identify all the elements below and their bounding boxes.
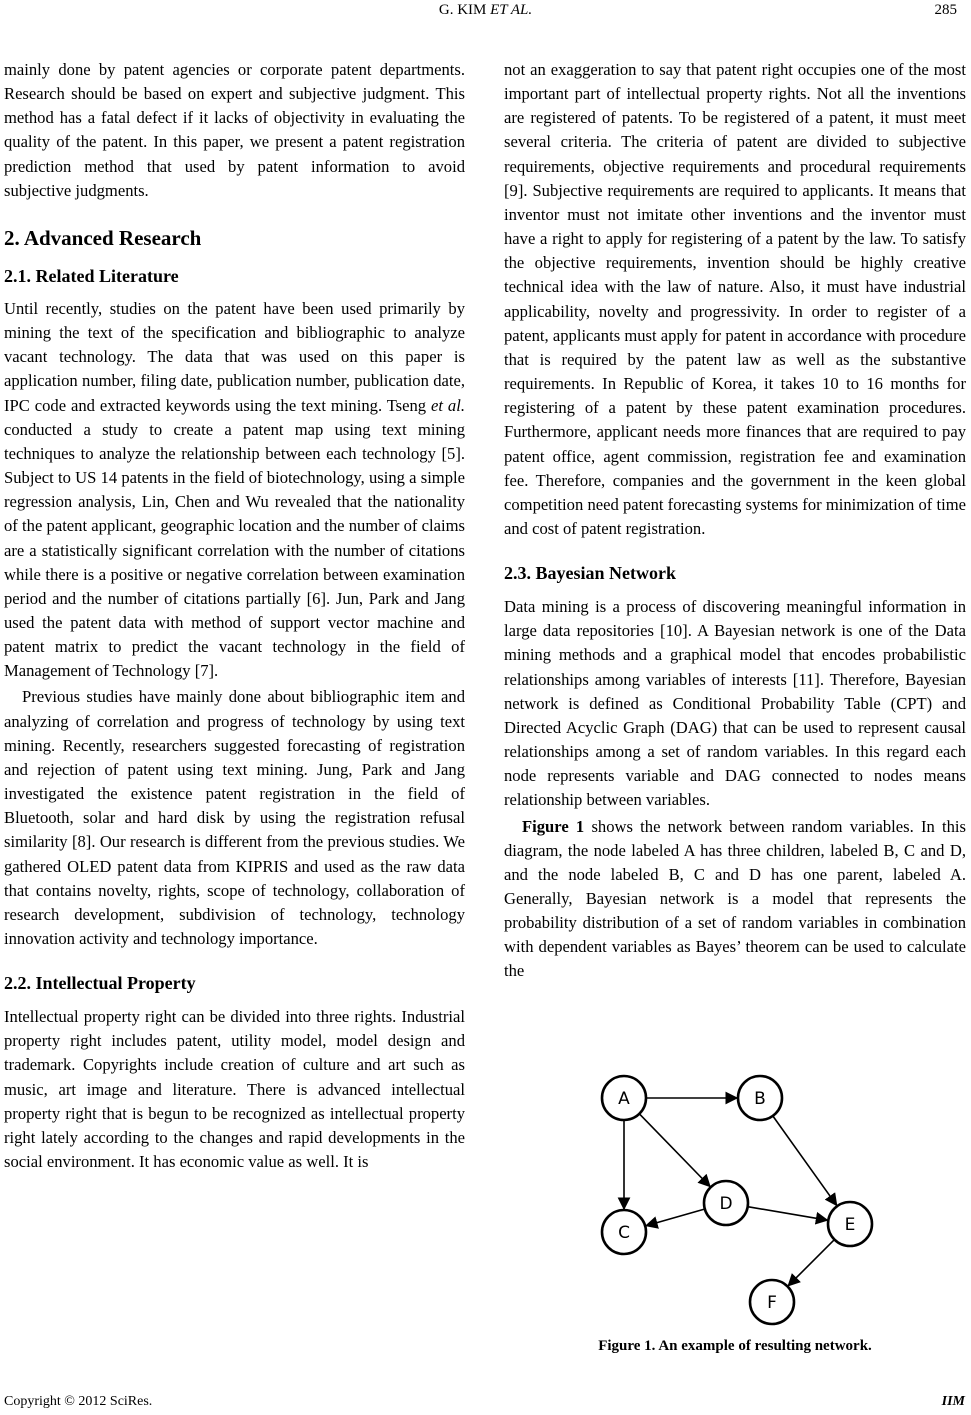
node-f	[750, 1280, 794, 1324]
p21a-etal: et al.	[431, 395, 465, 415]
p21a-text-after: conducted a study to create a patent map using text mining techniques to analyze the relationship between each technology [5]. Subject to US 14 patents in the field of biotechnology, using a simple regression analysis, Lin, Chen and Wu revealed that the nationality of the patent applicant, geographic location and the number of claims are a statistically significant correlation with the number of citations while there is a positive or negative correlation between examination period and the number of citations partially [6]. Jun, Park and Jang used the patent data with method of support vector machine and patent matrix to predict the vacant technology in the field of Management of Technology [7].	[4, 419, 465, 681]
subsection-2-1-title: 2.1. Related Literature	[4, 265, 179, 286]
edge-b-e	[773, 1116, 837, 1205]
left-column	[4, 58, 465, 1174]
paragraph-2-2: Intellectual property right can be divided into three rights. Industrial property right includes patent, utility model, model design and trademark. Copyrights include creation of culture and art such as music, art image and literature. There is advanced intellectual property right that is begun to be recognized as intellectual property right lately according to the changes and rapid developments in the social environment. It has economic value as well. It is	[4, 1007, 465, 1172]
figure-1-reference: Figure 1	[522, 816, 585, 836]
node-label: E	[844, 1215, 856, 1235]
node-a	[602, 1076, 646, 1120]
node-label: F	[767, 1293, 777, 1313]
node-d	[704, 1181, 748, 1225]
node-label: A	[618, 1089, 630, 1109]
paragraph-2-3-a: Data mining is a process of discovering meaningful information in large data repositories [10]. A Bayesian network is one of the Data mining methods and a graphical model that encodes probabilistic relationships among variables of interests [11]. Therefore, Bayesian network is defined as Conditional Probability Table (CPT) and Directed Acyclic Graph (DAG) that can be used to represent causal relationships among a set of random variables. In this regard each node represents variable and DAG connected to nodes means relationship between variables.	[504, 597, 966, 810]
page-number: 285	[934, 2, 957, 18]
node-c	[602, 1210, 646, 1254]
p23b-text: shows the network between random variables. In this diagram, the node labeled A has three children, labeled B, C and D, and the node labeled B, C and D has one parent, labeled A. Generally, Bayesian network is a model that represents the probability distribution of a set of random variables in combination with dependent variables as Bayes’ theorem can be used to calculate the	[504, 816, 966, 981]
edge-d-e	[748, 1207, 828, 1220]
node-label: D	[719, 1194, 733, 1214]
header-author: G. KIM	[438, 2, 487, 18]
edge-e-f	[788, 1240, 834, 1286]
subsection-2-3-title: 2.3. Bayesian Network	[504, 563, 676, 584]
right-column	[504, 58, 966, 984]
node-b	[738, 1076, 782, 1120]
node-label: B	[754, 1089, 766, 1109]
edge-a-d	[639, 1114, 710, 1187]
subsection-2-2-title: 2.2. Intellectual Property	[4, 973, 196, 994]
bayesian-network-diagram	[560, 1064, 940, 1330]
edge-d-c	[646, 1209, 705, 1226]
figure-caption: Figure 1. An example of resulting network.	[598, 1338, 872, 1354]
diagram-nodes	[602, 1076, 872, 1324]
section-2-title: 2. Advanced Research	[4, 225, 202, 250]
node-label: C	[618, 1223, 630, 1243]
paragraph-2-1-b: Previous studies have mainly done about bibliographic item and analyzing of correlation and progress of technology by using text mining. Recently, researchers suggested forecasting of registration and rejection of patent using text mining. Jung, Park and Jang investigated the existence patent registration in the field of Bluetooth, solar and hard disk by using the registration refusal similarity [8]. Our research is different from the previous studies. We gathered OLED patent data from KIPRIS and used as the raw data that contains novelty, rights, scope of technology, collaboration of research development, subdivision of technology, technology innovation activity and technology importance.	[4, 687, 465, 948]
journal-abbreviation: IIM	[941, 1394, 965, 1409]
node-e	[828, 1202, 872, 1246]
paragraph-2-3-b	[504, 815, 966, 984]
paragraph-2-1-a	[4, 297, 465, 684]
p21a-text: Until recently, studies on the patent have been used primarily by mining the text of the specification and bibliographic to analyze vacant technology. The data that was used on this paper is application number, filing date, publication number, publication date, IPC code and extracted keywords using the text mining. Tseng	[4, 298, 465, 415]
intro-paragraph-end: mainly done by patent agencies or corporate patent departments. Research should be based on expert and subjective judgment. This method has a fatal defect if it lacks of objectivity in evaluating the quality of the patent. In this paper, we present a patent registration prediction method that used by patent information to avoid subjective judgments.	[4, 60, 465, 200]
copyright-notice: Copyright © 2012 SciRes.	[4, 1394, 153, 1409]
paragraph-2-2-continued: not an exaggeration to say that patent right occupies one of the most important part of intellectual property rights. Not all the inventions are registered of patents. To be registered of a patent, it must meet several criteria. The criteria of patent are divided to subjective requirements, objective requirements and procedural requirements [9]. Subjective requirements are required to applicants. It means that inventor must not imitate other inventions and the inventor must have a right to apply for registering of a patent by the law. To satisfy the objective requirements, invention should be highly creative technical idea with the law of nature. Also, it must have industrial applicability, novelty and progressivity. In order to register of a patent, applicants must apply for patent in accordance with procedure that is required by the patent law as well as the substantive requirements. In Republic of Korea, it takes 10 to 16 months for registering of a patent by these patent examination procedures. Furthermore, applicant needs more finances that are required to pay patent office, agent commission, registration fee and examination fee. Therefore, companies and the government in the keen global competition need patent forecasting systems for minimization of time and cost of patent registration.	[504, 60, 966, 538]
running-header	[0, 2, 971, 19]
header-etal: ET AL.	[490, 2, 533, 18]
